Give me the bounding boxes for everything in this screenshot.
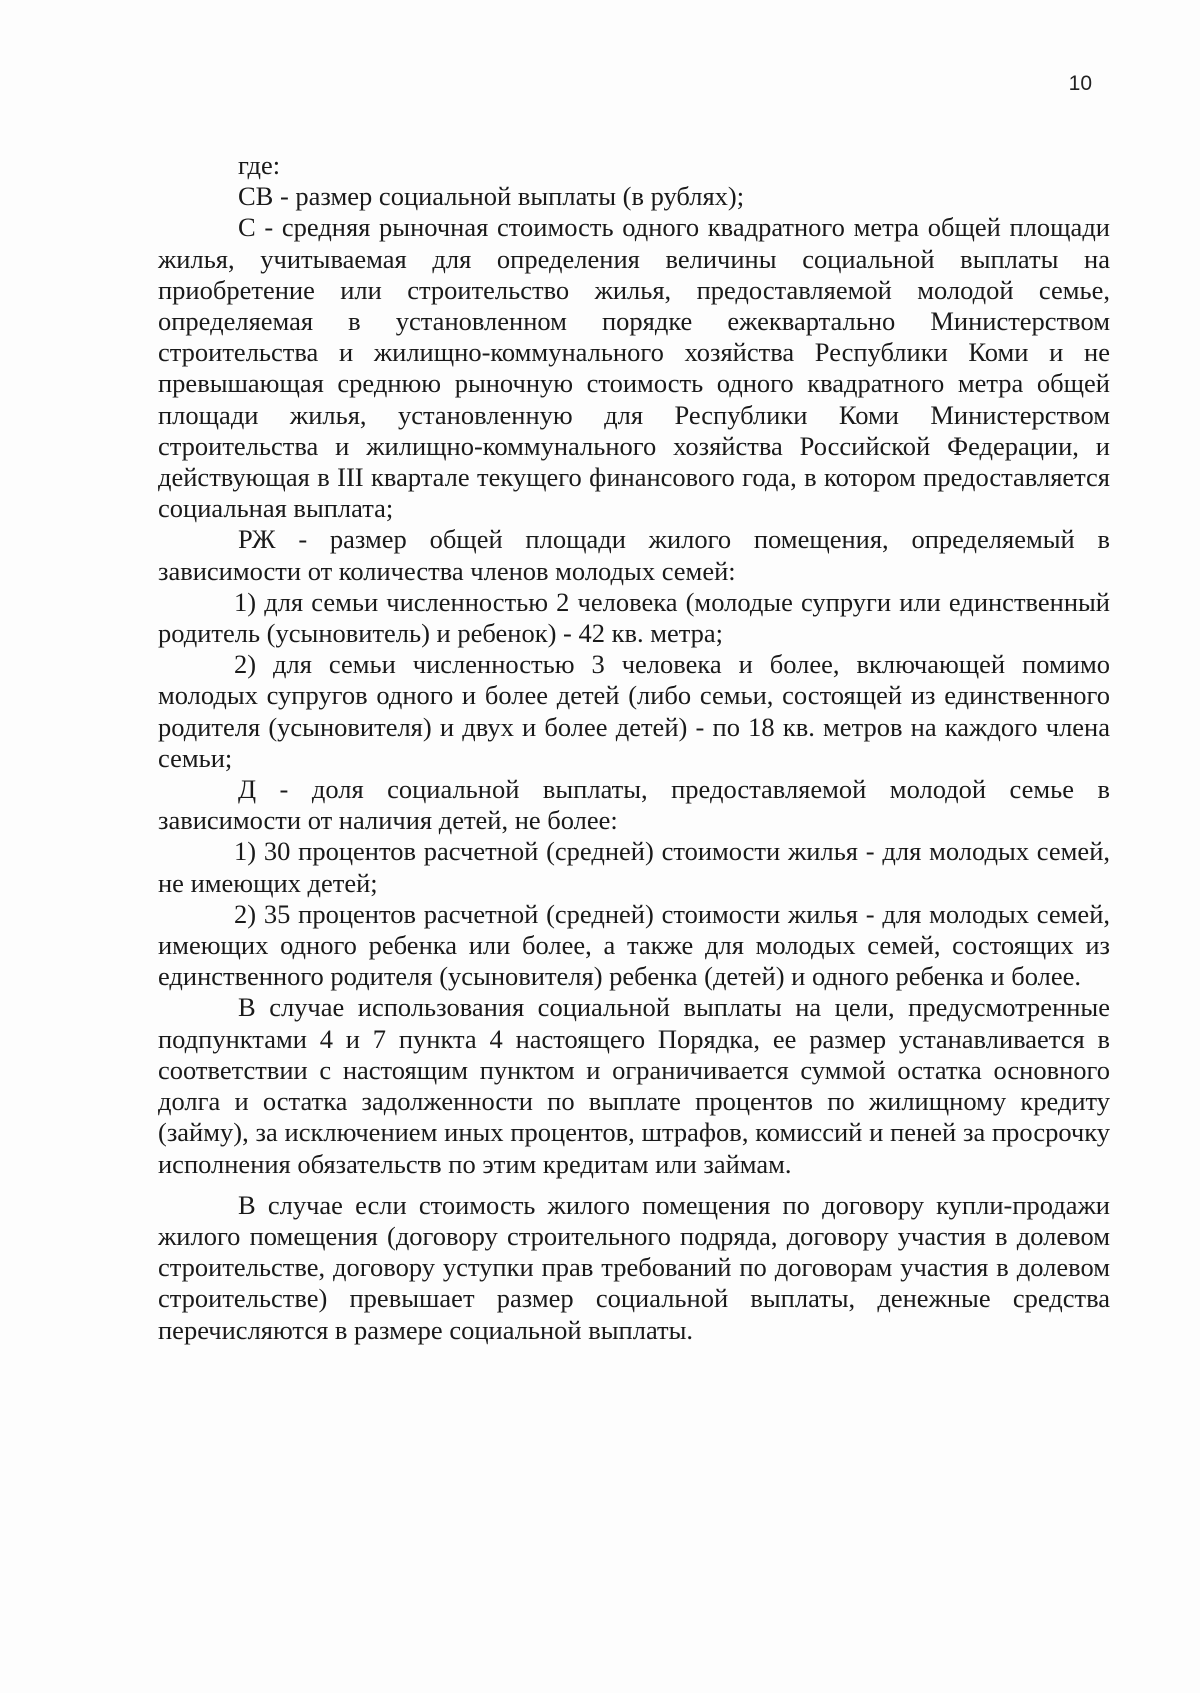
paragraph-rzh-definition: РЖ - размер общей площади жилого помещения, определяемый в зависимости от количества членов молодых семей: [158,524,1110,586]
page-number: 10 [1068,72,1092,95]
paragraph-d-definition: Д - доля социальной выплаты, предоставляемой молодой семье в зависимости от наличия детей, не более: [158,774,1110,836]
paragraph-excess-cost: В случае если стоимость жилого помещения по договору купли-продажи жилого помещения (договору строительного подряда, договору участия в долевом строительстве, договору уступки прав требований по договорам участия в долевом строительстве) превышает размер социальной выплаты, денежные средства перечисляются в размере социальной выплаты. [158,1189,1110,1345]
paragraph-rzh-item-2: 2) для семьи численностью 3 человека и более, включающей помимо молодых супругов одного и более детей (либо семьи, состоящей из единственного родителя (усыновителя) и двух и более детей) - по 18 кв. метров на каждого члена семьи; [158,649,1110,773]
paragraph-sv-definition: СВ - размер социальной выплаты (в рублях); [238,181,745,212]
document-body [158,150,1110,1346]
paragraph-where: где: [238,150,281,180]
paragraph-d-item-2: 2) 35 процентов расчетной (средней) стоимости жилья - для молодых семей, имеющих одного ребенка или более, а также для молодых семей, состоящих из единственного родителя (усыновителя) ребенка (детей) и одного ребенка и более. [158,898,1110,992]
paragraph-rzh-item-1: 1) для семьи численностью 2 человека (молодые супруги или единственный родитель (усыновитель) и ребенок) - 42 кв. метра; [158,586,1110,649]
paragraph-d-item-1: 1) 30 процентов расчетной (средней) стоимости жилья - для молодых семей, не имеющих детей; [158,836,1110,898]
paragraph-special-case: В случае использования социальной выплаты на цели, предусмотренные подпунктами 4 и 7 пункта 4 настоящего Порядка, ее размер устанавливается в соответствии с настоящим пунктом и ограничивается суммой остатка основного долга и остатка задолженности по выплате процентов по жилищному кредиту (займу), за исключением иных процентов, штрафов, комиссий и пеней за просрочку исполнения обязательств по этим кредитам или займам. [158,992,1110,1179]
paragraph-c-definition: С - средняя рыночная стоимость одного квадратного метра общей площади жилья, учитываемая для определения величины социальной выплаты на приобретение или строительство жилья, предоставляемой молодой семье, определяемая в установленном порядке ежеквартально Министерством строительства и жилищно-коммунального хозяйства Республики Коми и не превышающая среднюю рыночную стоимость одного квадратного метра общей площади жилья, установленную для Республики Коми Министерством строительства и жилищно-коммунального хозяйства Российской Федерации, и действующая в III квартале текущего финансового года, в котором предоставляется социальная выплата; [158,212,1110,524]
